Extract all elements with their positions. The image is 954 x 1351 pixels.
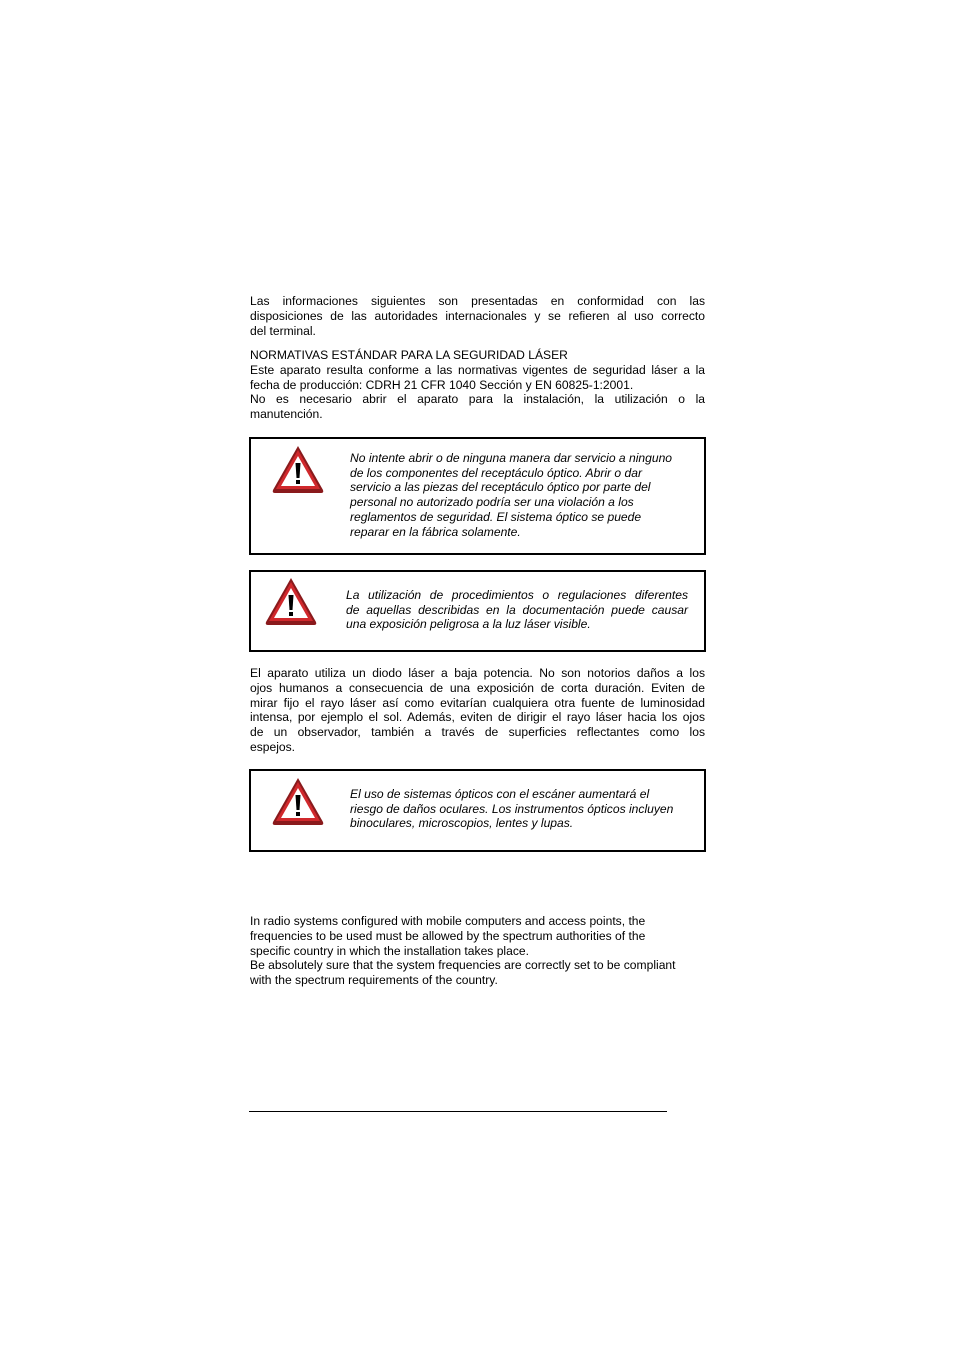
warning-triangle-icon — [262, 574, 320, 628]
intro-paragraph — [250, 294, 705, 338]
laser-standards-line: Este aparato resulta conforme a las normativas vigentes de seguridad láser a la — [250, 362, 705, 377]
warning-text: El uso de sistemas ópticos con el escáner aumentará el riesgo de daños oculares. Los instrumentos ópticos incluyen binoculares, microscopios, lentes y lupas. — [350, 787, 674, 831]
footer-rule — [249, 1111, 667, 1112]
radio-paragraph: In radio systems configured with mobile computers and access points, the frequencies to be used must be allowed by the spectrum authorities of the specific country in which the installation takes place. Be absolutely sure that the system frequencies are correctly set to be compliant with the spectrum requirements of the country. — [250, 914, 676, 988]
warning-box — [249, 769, 706, 852]
laser-standards-heading: NORMATIVAS ESTÁNDAR PARA LA SEGURIDAD LÁSER — [250, 348, 568, 362]
warning-triangle-icon — [269, 774, 327, 828]
warning-box — [249, 437, 706, 555]
intro-line: del terminal. — [250, 323, 316, 338]
laser-standards-line: No es necesario abrir el aparato para la instalación, la utilización o la — [250, 392, 705, 407]
laser-standards-line: manutención. — [250, 407, 323, 422]
laser-standards-section — [250, 348, 705, 422]
laser-diode-paragraph: El aparato utiliza un diodo láser a baja potencia. No son notorios daños a los ojos humanos a consecuencia de una exposición de corta duración. Eviten de mirar fijo el rayo láser así como evitarían cualquiera otra fuente de luminosidad intensa, por ejemplo el sol. Además, eviten de dirigir el rayo láser hacia los ojos de un observador, también a través de superficies reflectantes como los espejos. — [250, 666, 705, 754]
laser-standards-line: fecha de producción: CDRH 21 CFR 1040 Sección y EN 60825-1:2001. — [250, 377, 634, 392]
warning-text: No intente abrir o de ninguna manera dar servicio a ninguno de los componentes del receptáculo óptico. Abrir o dar servicio a las piezas del receptáculo óptico por parte del personal no autorizado podría ser una violación a los reglamentos de seguridad. El sistema óptico se puede reparar en la fábrica solamente. — [350, 451, 673, 539]
intro-line: Las informaciones siguientes son presentadas en conformidad con las — [250, 294, 705, 308]
warning-text: La utilización de procedimientos o regulaciones diferentes de aquellas describidas en la documentación puede causar una exposición peligrosa a la luz láser visible. — [346, 588, 688, 632]
warning-triangle-icon — [269, 442, 327, 496]
intro-line: disposiciones de las autoridades internacionales y se refieren al uso correcto — [250, 308, 705, 323]
warning-box — [249, 570, 706, 652]
